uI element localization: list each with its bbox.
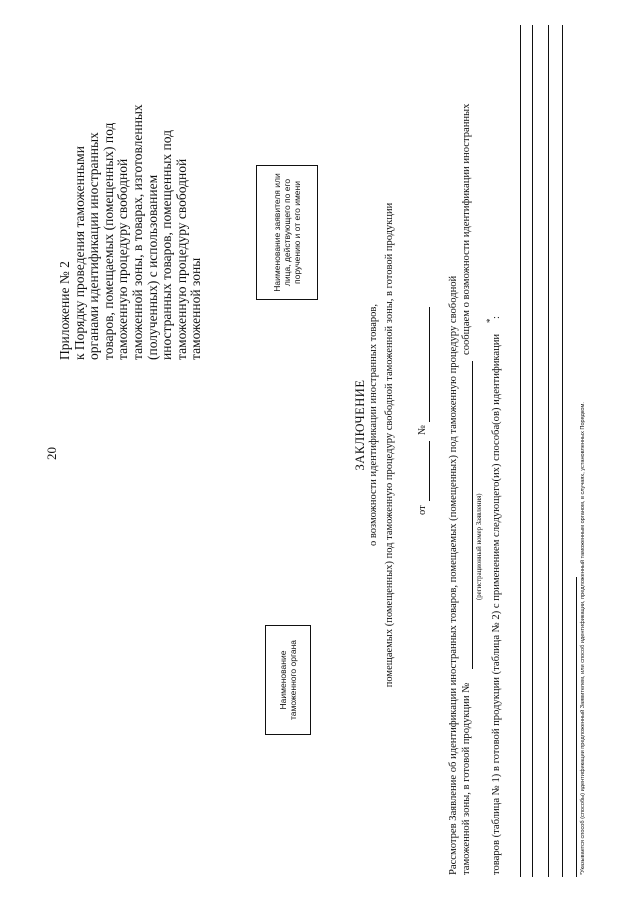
- registration-number-underline: [472, 361, 473, 669]
- page-number: 20: [44, 447, 59, 460]
- subtitle-line-2: помещаемых (помещенных) под таможенную процедуру свободной таможенной зоны, в готовой продукции: [384, 202, 395, 688]
- number-underline: [429, 307, 430, 422]
- applicant-name-box: [256, 165, 318, 300]
- customs-box-label: Наименование таможенного органа: [278, 639, 298, 721]
- fill-line-4: [562, 25, 563, 877]
- annex-block: [58, 0, 204, 360]
- body-line-3: [485, 25, 507, 875]
- footnote-text: *Указывается способ (способы) идентификации предложенный Заявителем, или способ идентификации, предложенный таможенным органом, в случаях, установленных Порядком.: [580, 402, 586, 875]
- date-underline: [429, 441, 430, 501]
- fill-line-2: [532, 25, 533, 877]
- body-line-2-start: таможенной зоны, в готовой продукции №: [461, 682, 472, 875]
- body-line-2: [461, 25, 475, 875]
- applicant-box-label: Наименование заявителя или лица, действующего по его поручению и от его имени: [272, 173, 302, 292]
- fill-line-1: [520, 25, 521, 877]
- footnote-separator: [576, 577, 577, 877]
- registration-number-note: (регистрационный номер Заявления): [476, 493, 483, 600]
- from-label: от: [417, 505, 428, 515]
- date-number-line: [417, 305, 433, 515]
- body-line-2-end: сообщаем о возможности идентификации иностранных: [461, 103, 472, 355]
- number-label: №: [417, 424, 428, 435]
- customs-authority-box: [265, 625, 311, 735]
- annex-heading: Приложение № 2: [57, 261, 72, 360]
- body-line-3-text: товаров (таблица № 1) в готовой продукции (таблица № 2) с применением следующего(их) способа(ов) идентификации: [491, 333, 502, 875]
- fill-line-3: [548, 25, 549, 877]
- body-line-1: Рассмотрев Заявление об идентификации иностранных товаров, помещаемых (помещенных) под таможенную процедуру свободной: [448, 275, 459, 875]
- body-line-3-colon: :: [491, 316, 502, 319]
- footnote-marker: *: [485, 318, 495, 323]
- document-title: ЗАКЛЮЧЕНИЕ: [353, 379, 367, 471]
- subtitle-line-1: о возможности идентификации иностранных товаров,: [368, 304, 379, 546]
- annex-text: к Порядку проведения таможенными органами идентификации иностранных товаров, помещаемых (помещенных) под таможенную процедуру свободной таможенной зоны, в товарах, изготовленных (полученных) с использованием иностранных товаров, помещенных под таможенную процедуру свободной таможенной зоны: [71, 104, 204, 360]
